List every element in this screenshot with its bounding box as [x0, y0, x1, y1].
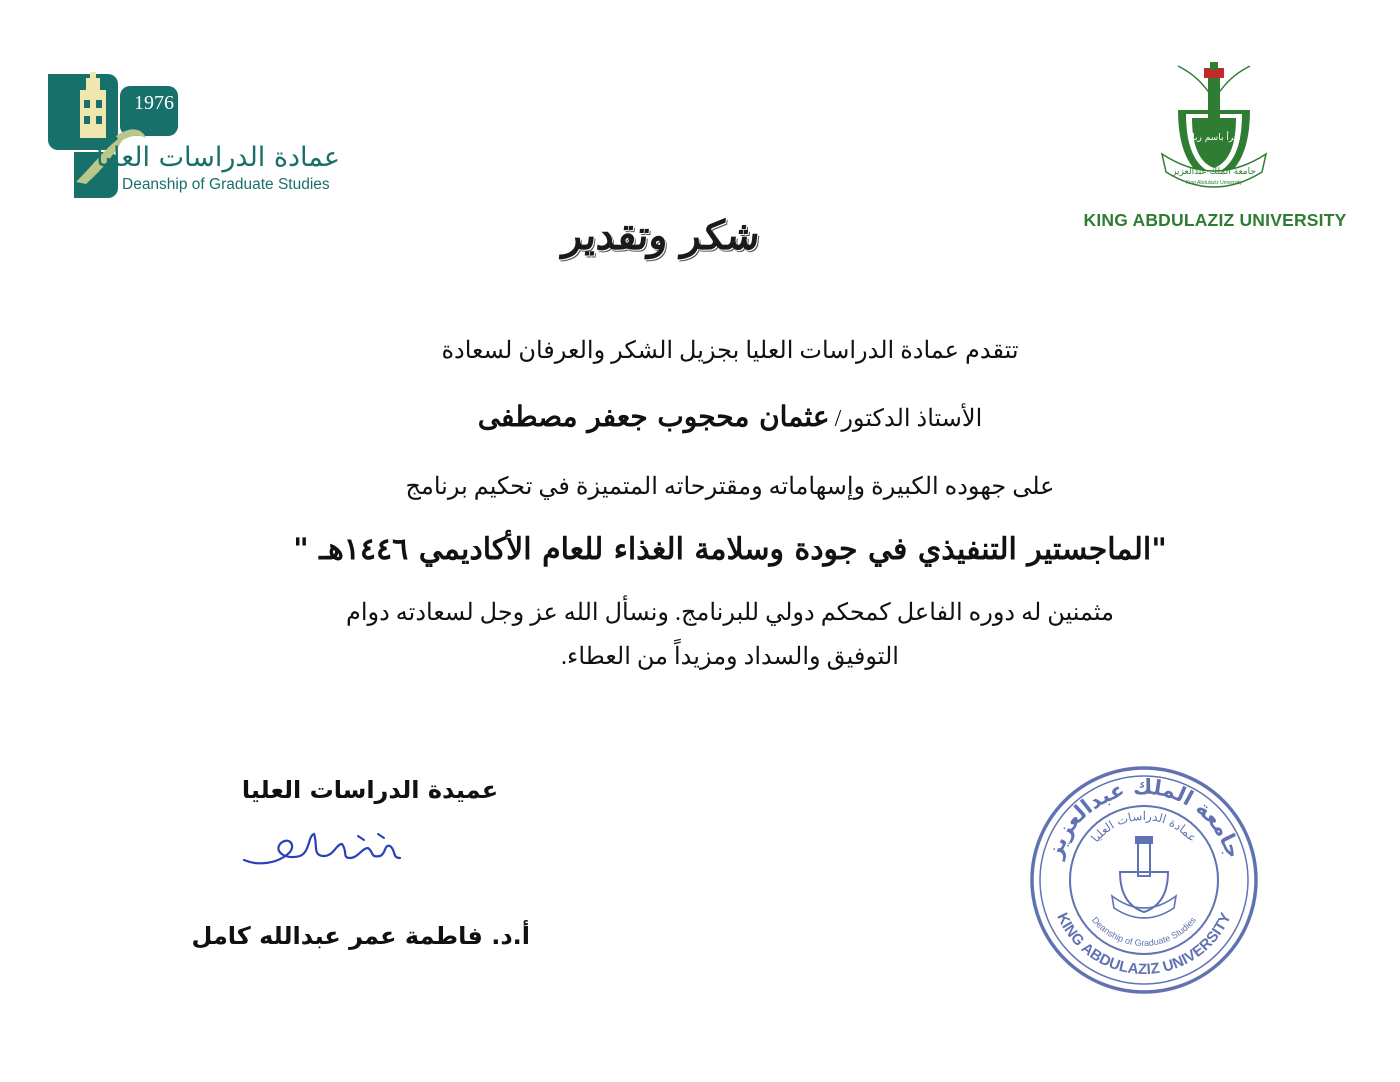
recipient-name: عثمان محجوب جعفر مصطفى [477, 400, 830, 433]
signatory-title: عميدة الدراسات العليا [241, 776, 499, 804]
stamp-outer-arabic: جامعة الملك عبدالعزيز [1042, 774, 1246, 862]
signatory-name: أ.د. فاطمة عمر عبدالله كامل [191, 922, 530, 950]
stamp-outer-english: KING ABDULAZIZ UNIVERSITY [1053, 910, 1235, 979]
handwritten-signature [238, 822, 408, 872]
stamp-crest-icon [1112, 836, 1176, 918]
program-title: "الماجستير التنفيذي في جودة وسلامة الغذاء للعام الأكاديمي ١٤٤٦هـ " [293, 532, 1167, 567]
closing-text-line-1: مثمنين له دوره الفاعل كمحكم دولي للبرنامج. ونسأل الله عز وجل لسعادته دوام [345, 600, 1114, 626]
reason-text: على جهوده الكبيرة وإسهاماته ومقترحاته المتميزة في تحكيم برنامج [405, 474, 1055, 500]
closing-text-line-2: التوفيق والسداد ومزيداً من العطاء. [561, 644, 899, 670]
university-name: KING ABDULAZIZ UNIVERSITY [1083, 210, 1347, 230]
certificate-heading: شكر وتقدير [561, 212, 763, 259]
deanship-logo-name-en: Deanship of Graduate Studies [122, 176, 330, 193]
deanship-logo-year: 1976 [134, 92, 174, 114]
deanship-logo-name-ar: عمادة الدراسات العليا [95, 142, 340, 173]
stamp-inner-arabic: عمادة الدراسات العليا [1088, 808, 1200, 845]
crest-ribbon-ar: جامعة الملك عبدالعزيز [1172, 167, 1256, 177]
recipient-line [300, 400, 1160, 433]
stamp-inner-english: Deanship of Graduate Studies [1090, 915, 1198, 949]
crest-ribbon-en: King Abdulaziz University [1185, 180, 1243, 186]
university-crest [1158, 60, 1270, 190]
intro-text: تتقدم عمادة الدراسات العليا بجزيل الشكر والعرفان لسعادة [441, 338, 1019, 364]
crest-motto: اقرأ باسم ربك [1187, 133, 1241, 143]
recipient-title: الأستاذ الدكتور/ [834, 406, 983, 432]
official-stamp [1028, 764, 1260, 996]
